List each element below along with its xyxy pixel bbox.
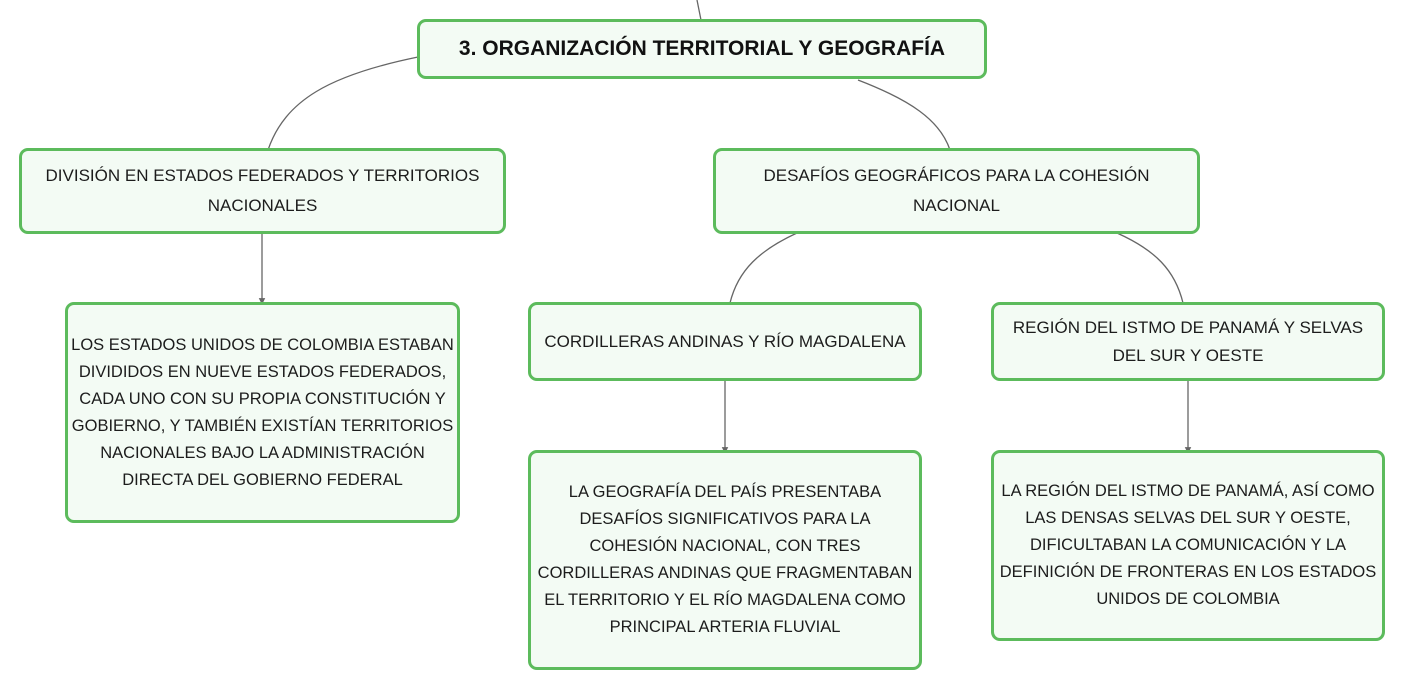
branch-node-desafios-geograficos[interactable]: DESAFÍOS GEOGRÁFICOS PARA LA COHESIÓN NACIONAL <box>713 148 1200 234</box>
detail-node-istmo[interactable]: LA REGIÓN DEL ISTMO DE PANAMÁ, ASÍ COMO LAS DENSAS SELVAS DEL SUR Y OESTE, DIFICULTABAN LA COMUNICACIÓN Y LA DEFINICIÓN DE FRONTERAS EN LOS ESTADOS UNIDOS DE COLOMBIA <box>991 450 1385 641</box>
connector-root-to-division <box>268 57 418 150</box>
branch-node-division-estados[interactable]: DIVISIÓN EN ESTADOS FEDERADOS Y TERRITORIOS NACIONALES <box>19 148 506 234</box>
subtopic-node-istmo-panama[interactable]: REGIÓN DEL ISTMO DE PANAMÁ Y SELVAS DEL SUR Y OESTE <box>991 302 1385 381</box>
root-topic-node[interactable]: 3. ORGANIZACIÓN TERRITORIAL Y GEOGRAFÍA <box>417 19 987 79</box>
connector-root-to-desafios <box>858 80 950 150</box>
connector-desafios-to-cordilleras <box>730 233 797 303</box>
connector-desafios-to-istmo <box>1117 233 1183 303</box>
detail-node-estados-federados[interactable]: LOS ESTADOS UNIDOS DE COLOMBIA ESTABAN DIVIDIDOS EN NUEVE ESTADOS FEDERADOS, CADA UNO CON SU PROPIA CONSTITUCIÓN Y GOBIERNO, Y TAMBIÉN EXISTÍAN TERRITORIOS NACIONALES BAJO LA ADMINISTRACIÓN DIRECTA DEL GOBIERNO FEDERAL <box>65 302 460 523</box>
subtopic-node-cordilleras-magdalena[interactable]: CORDILLERAS ANDINAS Y RÍO MAGDALENA <box>528 302 922 381</box>
connector-parent-to-root <box>697 0 701 20</box>
detail-node-cordilleras[interactable]: LA GEOGRAFÍA DEL PAÍS PRESENTABA DESAFÍOS SIGNIFICATIVOS PARA LA COHESIÓN NACIONAL, CON TRES CORDILLERAS ANDINAS QUE FRAGMENTABAN EL TERRITORIO Y EL RÍO MAGDALENA COMO PRINCIPAL ARTERIA FLUVIAL <box>528 450 922 670</box>
